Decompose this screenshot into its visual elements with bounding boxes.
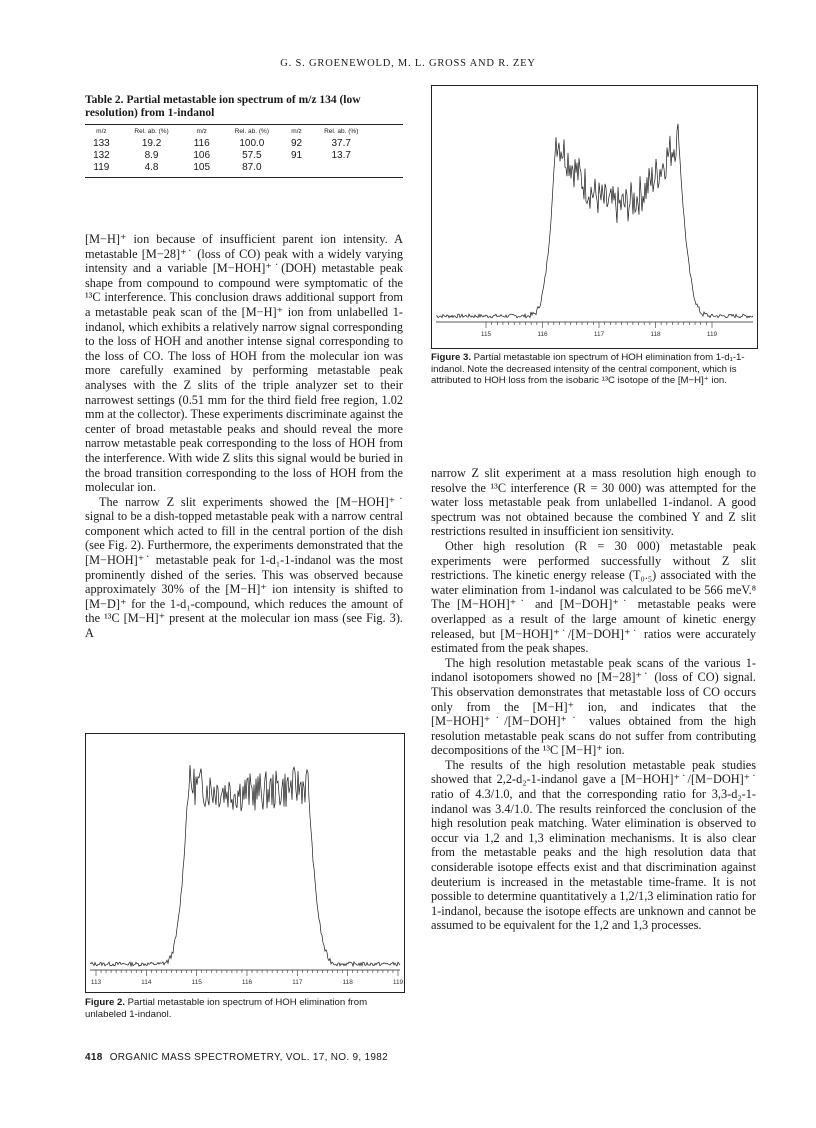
axis-tick-label: 115 — [191, 979, 202, 986]
figure-3-trace — [436, 124, 753, 318]
figure-2-axis — [90, 970, 404, 986]
table-header: m/z — [291, 128, 302, 135]
table-2 — [85, 94, 403, 178]
figure-2-spectrum — [86, 734, 404, 992]
table-row — [85, 150, 375, 162]
axis-tick-label: 119 — [392, 979, 404, 986]
axis-tick-label: 116 — [241, 979, 253, 986]
figure-3-label: Figure 3. — [431, 352, 471, 363]
figure-3-caption — [431, 352, 756, 387]
table-header: m/z — [96, 128, 107, 135]
figure-2-caption — [85, 997, 403, 1020]
table-cell: 133 — [93, 137, 110, 149]
axis-tick-label: 118 — [342, 979, 353, 986]
table-header: m/z — [196, 128, 207, 135]
table-cell: 106 — [193, 149, 211, 161]
figure-2 — [85, 733, 405, 993]
axis-tick-label: 118 — [650, 331, 661, 338]
table-title — [85, 94, 403, 120]
table-row — [85, 162, 375, 174]
figure-2-caption-text: Partial metastable ion spectrum of HOH elimination from unlabeled 1-indanol. — [85, 997, 368, 1020]
figure-3-axis — [436, 322, 753, 338]
table-cell: 87.0 — [242, 161, 262, 173]
axis-tick-label: 113 — [90, 979, 102, 986]
table-row — [85, 138, 375, 150]
right-paragraph-4: The results of the high resolution metastable peak studies showed that 2,2-d₂-1-indanol gave a [M−HOH]⁺˙/[M−DOH]⁺˙ ratio of 4.3/1.0, and that the corresponding ratio for 3,3-d₂-1-indanol was 3.4/1.0. The results reinforced the conclusion of the high resolution peak matching. Water elimination is observed to occur via 1,2 and 1,3 elimination mechanisms. It is also clear from the metastable peaks and the high resolution data that considerable isotope effects exist and that discrimination against deuterium is increased in the metastable time-frame. It is not possible to determine quantitatively a 1,2/1,3 elimination ratio for 1-indanol, because the isotope effects are unknown and cannot be assumed to be equivalent for the 1,2 and 1,3 processes. — [431, 757, 756, 933]
table-cell: 13.7 — [331, 149, 351, 161]
table-cell: 57.5 — [242, 149, 262, 161]
figure-2-label: Figure 2. — [85, 997, 125, 1008]
journal-info: ORGANIC MASS SPECTROMETRY, VOL. 17, NO. 9, 1982 — [109, 1052, 388, 1063]
table-title-text: Partial metastable ion spectrum of m/z 134 (low resolution) from 1-indanol — [85, 94, 361, 119]
running-header: G. S. GROENEWOLD, M. L. GROSS AND R. ZEY — [280, 58, 536, 69]
axis-tick-label: 115 — [480, 331, 492, 338]
left-paragraph-2: The narrow Z slit experiments showed the [M−HOH]⁺˙ signal to be a dish-topped metastable peak with a narrow central component which acted to fill in the central portion of the dish (see Fig. 2). Furthermore, the experiments demonstrated that the [M−HOH]⁺˙ metastable peak for 1-d₁-1-indanol was the most prominently dished of the series. This was observed because approximately 30% of the [M−H]⁺ ion intensity is shifted to [M−D]⁺ for the 1-d₁-compound, which reduces the amount of the ¹³C [M−H]⁺ present at the molecular ion mass (see Fig. 3). A — [85, 494, 403, 641]
table-rule-top — [85, 124, 403, 125]
table-label: Table 2. — [85, 94, 124, 106]
page-footer — [85, 1052, 388, 1063]
table-cell: 100.0 — [239, 137, 265, 149]
table-cell: 132 — [93, 149, 110, 161]
table-cell: 116 — [193, 137, 210, 149]
right-paragraph-1: narrow Z slit experiment at a mass resolution high enough to resolve the ¹³C interference (R = 30 000) was attempted for the water loss metastable peak from unlabelled 1-indanol. A good spectrum was not obtained because the combined Y and Z slit restrictions resulted in insufficient ion sensitivity. — [431, 466, 756, 539]
figure-3-caption-text: Partial metastable ion spectrum of HOH elimination from 1-d₁-1-indanol. Note the decreased intensity of the central component, which is attributed to HOH loss from the isobaric ¹³C isotope of the [M−H]⁺ ion. — [431, 352, 745, 386]
page-number: 418 — [85, 1052, 103, 1063]
table-cell: 91 — [290, 149, 303, 161]
table-cell — [286, 162, 308, 174]
table-cell: 37.7 — [331, 137, 351, 149]
right-paragraph-2: Other high resolution (R = 30 000) metastable peak experiments were performed successfully without Z slit restrictions. The kinetic energy release (T₀.₅) associated with the water elimination from 1-indanol was calculated to be 566 meV.⁸ The [M−HOH]⁺˙ and [M−DOH]⁺˙ metastable peaks were overlapped as a result of the large amount of kinetic energy released, but [M−HOH]⁺˙/[M−DOH]⁺˙ ratios were accurately estimated from the peak shapes. — [431, 538, 756, 656]
table-cell: 8.9 — [144, 149, 159, 161]
right-paragraph-3: The high resolution metastable peak scans of the various 1-indanol isotopomers showed no [M−28]⁺˙ (loss of CO) signal. This observation demonstrates that metastable loss of CO occurs only from the [M−H]⁺ ion, and indicates that the [M−HOH]⁺˙/[M−DOH]⁺˙ values obtained from the high resolution metastable peak scans do not suffer from contributing decompositions of the ¹³C [M−H]⁺ ion. — [431, 655, 756, 758]
left-paragraph-1: [M−H]⁺ ion because of insufficient parent ion intensity. A metastable [M−28]⁺˙ (loss of CO) peak with a widely varying intensity and a variable [M−HOH]⁺˙(DOH) metastable peak shape from compound to compound were symptomatic of the ¹³C interference. This conclusion draws additional support from a metastable peak scan of the [M−H]⁺ ion from unlabelled 1-indanol, which exhibits a relatively narrow signal corresponding to the loss of HOH and another intense signal corresponding to the loss of CO. The loss of HOH from the molecular ion was more carefully examined by performing metastable peak analyses with the Z slits of the triple analyzer set to their narrowest settings (0.51 mm for the third field free region, 1.02 mm at the collector). These experiments discriminate against the center of broad metastable peaks and should reveal the more narrow metastable peak corresponding to the loss of HOH from the interference. With wide Z slits this signal would be buried in the broad transition corresponding to the loss of HOH from the molecular ion. — [85, 232, 403, 495]
table-cell — [307, 162, 375, 174]
table-header: Rel. ab. (%) — [324, 128, 359, 135]
axis-tick-label: 114 — [141, 979, 152, 986]
axis-tick-label: 119 — [706, 331, 718, 338]
table-cell: 105 — [193, 161, 211, 173]
table-rule-bottom — [85, 177, 403, 178]
left-column — [85, 232, 403, 641]
table-header: Rel. ab. (%) — [234, 128, 270, 135]
axis-tick-label: 117 — [593, 331, 605, 338]
table-cell: 119 — [93, 161, 110, 173]
table-cell: 92 — [290, 137, 303, 149]
table-cell: 19.2 — [141, 137, 162, 149]
figure-3-spectrum — [432, 86, 757, 348]
right-column — [431, 466, 756, 933]
table-header: Rel. ab. (%) — [134, 128, 169, 135]
figure-3 — [431, 85, 758, 349]
table-cell: 4.8 — [144, 161, 159, 173]
table-body — [85, 128, 375, 174]
axis-tick-label: 117 — [292, 979, 303, 986]
axis-tick-label: 116 — [537, 331, 548, 338]
figure-2-trace — [90, 765, 400, 966]
